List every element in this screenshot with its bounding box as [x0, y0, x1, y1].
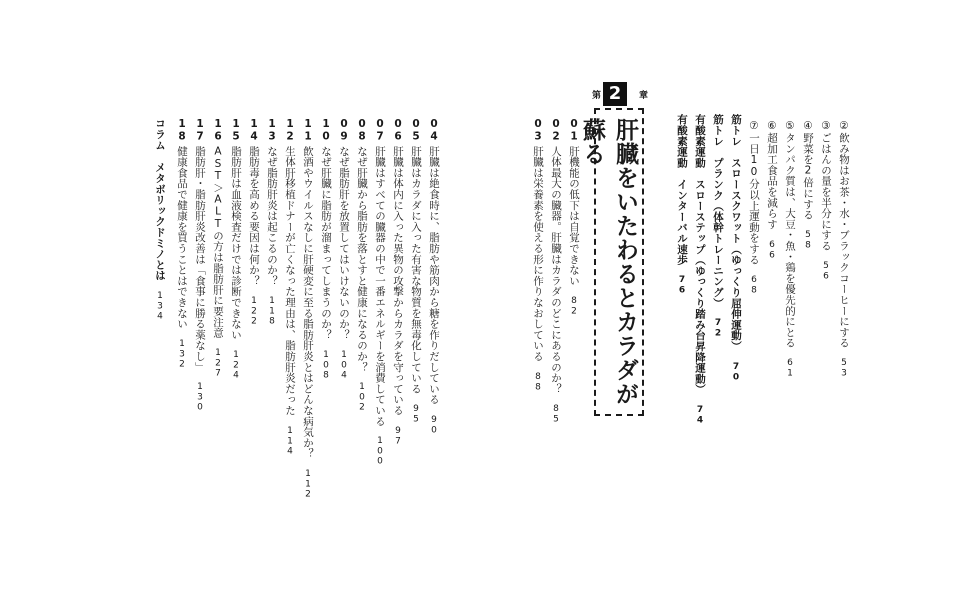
page-number: 104	[339, 350, 349, 381]
toc-item	[320, 118, 332, 381]
chapter-badge	[592, 82, 648, 106]
item-title: 生体肝移植ドナーが亡くなった理由は、脂肪肝炎だった	[284, 145, 296, 416]
page-number: 66	[767, 239, 777, 261]
chapter-title-box	[579, 108, 644, 416]
toc-item	[230, 118, 242, 381]
item-number: 12	[284, 118, 296, 143]
tip-text: ④野菜を2倍にする	[802, 120, 814, 221]
tip-text: ⑦一日10分以上運動をする	[748, 120, 760, 265]
item-title: AST＞ALTの方は脂肪肝に要注意	[212, 145, 224, 339]
page-number: 82	[569, 296, 579, 317]
page-number: 90	[429, 414, 439, 436]
toc-item	[532, 118, 544, 392]
toc-item	[374, 118, 386, 467]
column-label: コラム	[154, 118, 166, 151]
item-title: 飲酒やウイルスなしに肝硬変に至る脂肪肝炎とはどんな病気か？	[302, 145, 314, 459]
item-title: 脂肪肝・脂肪肝炎改善は「食事に勝る薬なし」	[194, 145, 206, 373]
item-title: 肝臓はすべての臓器の中で一番エネルギーを消費している	[374, 145, 386, 427]
item-number: 13	[266, 118, 278, 143]
page-number: 112	[303, 468, 313, 500]
toc-item	[194, 118, 206, 413]
item-number: 05	[410, 118, 422, 143]
item-number: 17	[194, 118, 206, 143]
exercise-text: 有酸素運動 インターバル速歩	[676, 114, 688, 266]
chapter-title: 肝臓をいたわるとカラダが蘇る	[579, 118, 638, 406]
tip-text: ⑤タンパク質は、大豆・魚・鶏を優先的にとる	[784, 120, 796, 349]
page-number: 74	[695, 404, 705, 426]
column-title: メタボリックドミノとは	[154, 162, 166, 282]
item-title: なぜ肝臓から脂肪を落とすと健康になるのか？	[356, 145, 368, 373]
toc-item	[266, 118, 278, 327]
toc-item	[338, 118, 350, 381]
page-number: 53	[839, 358, 849, 379]
item-number: 08	[356, 118, 368, 143]
item-title: 肝臓はカラダに入った有害な物質を無毒化している	[410, 145, 422, 395]
page-number: 85	[551, 404, 561, 425]
page-number: 58	[803, 230, 813, 251]
tip-text: ②飲み物はお茶・水・ブラックコーヒーにする	[838, 120, 850, 349]
exercise-item	[676, 114, 688, 296]
item-title: 人体最大の臓器。肝臓はカラダのどこにあるのか？	[550, 145, 562, 395]
page-number: 124	[231, 350, 241, 381]
toc-item	[428, 118, 440, 435]
tip-item	[766, 120, 778, 260]
toc-item	[550, 118, 562, 425]
chapter-number: 2	[603, 82, 627, 106]
exercise-item	[694, 114, 706, 425]
tip-text: ③ごはんの量を半分にする	[820, 120, 832, 252]
page-number: 97	[393, 425, 403, 447]
tip-text: ⑥超加工食品を減らす	[766, 120, 778, 230]
toc-item	[212, 118, 224, 379]
toc-item	[392, 118, 404, 446]
chapter-suffix: 章	[638, 91, 648, 101]
item-number: 15	[230, 118, 242, 143]
page-number: 100	[375, 436, 385, 468]
exercise-item	[712, 114, 724, 339]
item-number: 09	[338, 118, 350, 143]
toc-item	[568, 118, 580, 317]
item-number: 02	[550, 118, 562, 143]
page-number: 70	[731, 361, 741, 383]
page-number: 88	[533, 371, 543, 393]
item-title: 肝臓は絶食時に、脂肪や筋肉から糖を作りだしている	[428, 145, 440, 405]
item-title: なぜ肝臓に脂肪が溜まってしまうのか？	[320, 145, 332, 341]
page-number: 134	[155, 291, 165, 323]
column-item	[154, 118, 166, 322]
exercise-text: 筋トレ スロースクワット（ゆっくり屈伸運動）	[730, 114, 742, 352]
item-title: 肝臓は栄養素を使える形に作りなおしている	[532, 145, 544, 362]
item-number: 18	[176, 118, 188, 143]
tip-item	[820, 120, 832, 282]
page-number: 102	[357, 382, 367, 414]
page-number: 95	[411, 404, 421, 425]
tip-item	[838, 120, 850, 379]
toc-item	[410, 118, 422, 425]
page-number: 61	[785, 358, 795, 379]
exercise-text: 有酸素運動 スローステップ（ゆっくり踏み台昇降運動）	[694, 114, 706, 395]
item-number: 10	[320, 118, 332, 143]
toc-item	[176, 118, 188, 370]
page-number: 76	[677, 275, 687, 296]
item-number: 01	[568, 118, 580, 143]
page-number: 130	[195, 382, 205, 414]
item-title: 肝臓は体内に入った異物の攻撃からカラダを守っている	[392, 145, 404, 416]
toc-item	[302, 118, 314, 500]
page-number: 56	[821, 261, 831, 282]
page-number: 108	[321, 350, 331, 381]
page-number: 114	[285, 425, 295, 457]
item-number: 16	[212, 118, 224, 143]
item-title: 肝機能の低下は自覚できない	[568, 145, 580, 287]
item-title: 健康食品で健康を買うことはできない	[176, 145, 188, 330]
item-number: 06	[392, 118, 404, 143]
item-title: 脂肪毒を高める要因は何か？	[248, 145, 260, 287]
item-number: 11	[302, 118, 314, 143]
page-number: 127	[213, 348, 223, 380]
toc-item	[284, 118, 296, 457]
page-number: 132	[177, 339, 187, 371]
tip-item	[784, 120, 796, 379]
exercise-text: 筋トレ プランク（体幹トレーニング）	[712, 114, 724, 309]
tip-item	[802, 120, 814, 251]
page-number: 118	[267, 296, 277, 327]
item-number: 07	[374, 118, 386, 143]
item-number: 04	[428, 118, 440, 143]
item-title: なぜ脂肪肝を放置してはいけないのか？	[338, 145, 350, 341]
item-title: 脂肪肝は血液検査だけでは診断できない	[230, 145, 242, 341]
item-title: なぜ脂肪肝炎は起こるのか？	[266, 145, 278, 287]
page-number: 68	[749, 274, 759, 296]
chapter-prefix: 第	[592, 91, 602, 101]
item-number: 14	[248, 118, 260, 143]
exercise-item	[730, 114, 742, 382]
tip-item	[748, 120, 760, 296]
toc-item	[248, 118, 260, 327]
page-number: 122	[249, 296, 259, 327]
page-number: 72	[713, 318, 723, 340]
item-number: 03	[532, 118, 544, 143]
toc-item	[356, 118, 368, 413]
